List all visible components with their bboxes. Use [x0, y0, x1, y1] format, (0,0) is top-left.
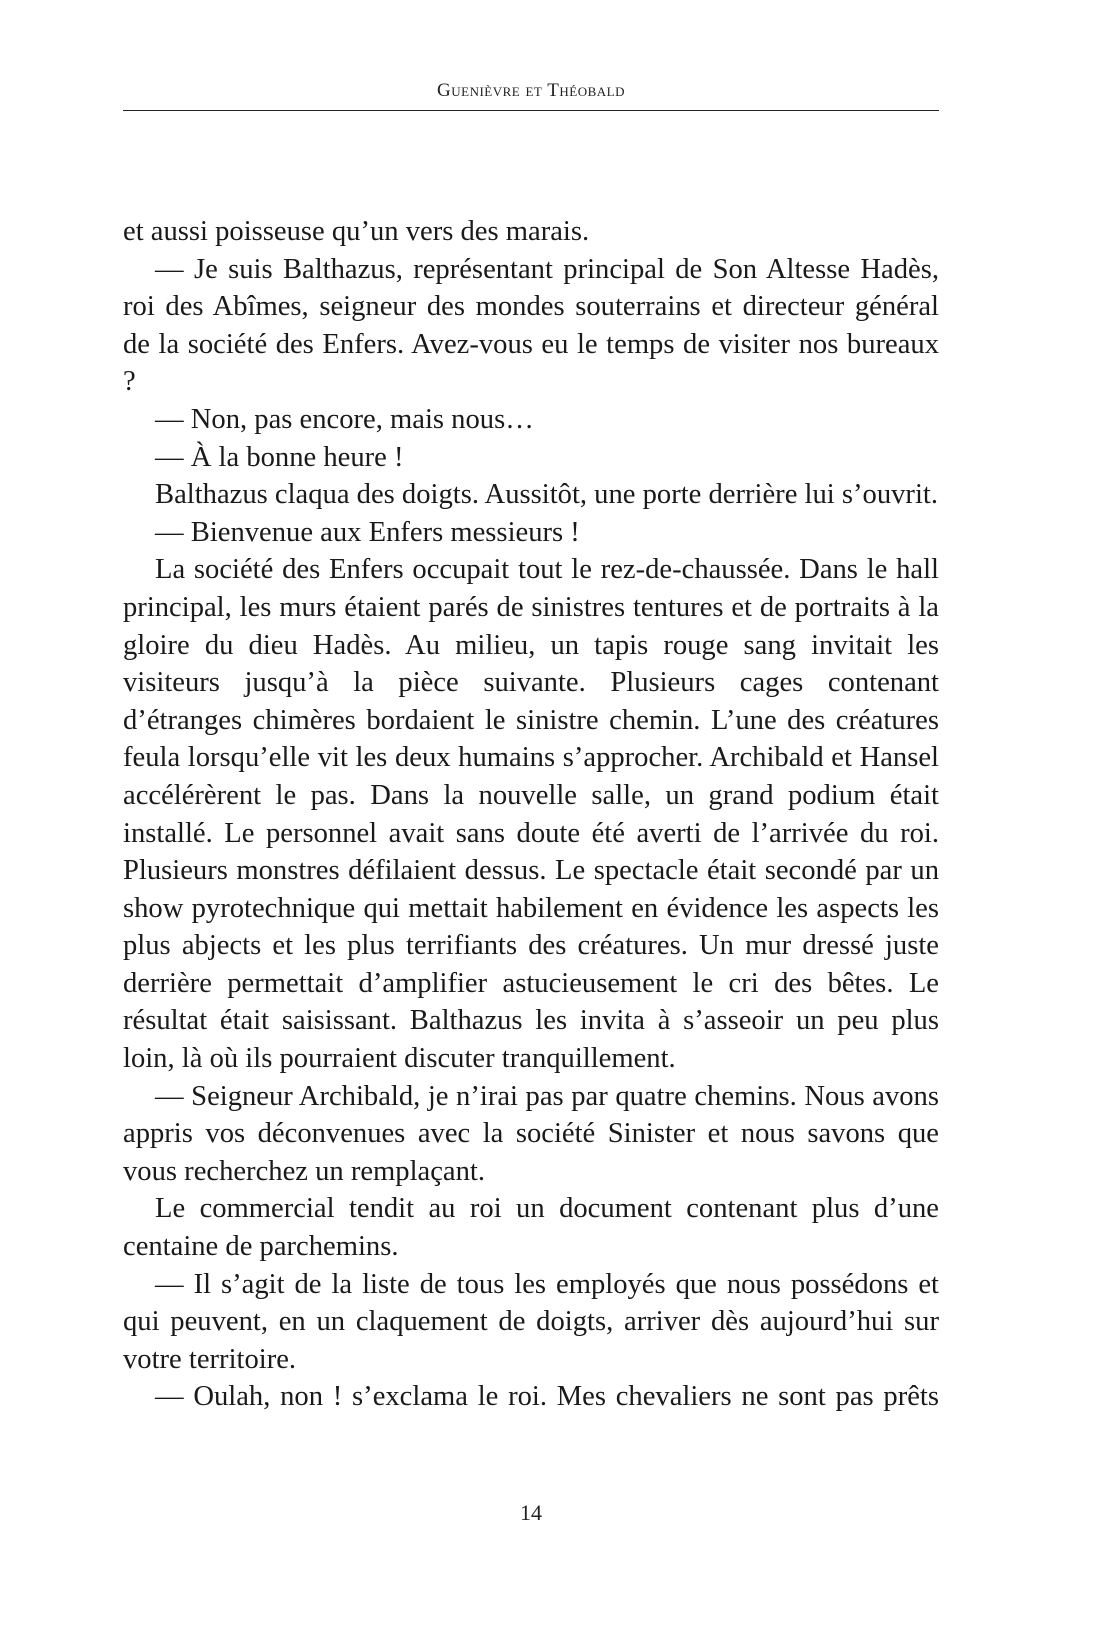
- paragraph: — Je suis Balthazus, représentant principal de Son Altesse Hadès, roi des Abîmes, seigneur des mondes souterrains et directeur général de la société des Enfers. Avez-vous eu le temps de visiter nos bureaux ?: [123, 253, 939, 398]
- paragraph: Le commercial tendit au roi un document contenant plus d’une centaine de parchemins.: [123, 1193, 939, 1263]
- paragraph: — À la bonne heure !: [155, 441, 404, 473]
- paragraph: — Il s’agit de la liste de tous les employés que nous possédons et qui peuvent, en un claquement de doigts, arriver dès aujourd’hui sur votre territoire.: [123, 1268, 939, 1375]
- paragraph: La société des Enfers occupait tout le rez-de-chaussée. Dans le hall principal, les murs étaient parés de sinistres tentures et de portraits à la gloire du dieu Hadès. Au milieu, un tapis rouge sang invitait les visiteurs jusqu’à la pièce suivante. Plusieurs cages contenant d’étranges chimères bordaient le sinistre chemin. L’une des créatures feula lorsqu’elle vit les deux humains s’approcher. Archibald et Hansel accélérèrent le pas. Dans la nouvelle salle, un grand podium était installé. Le personnel avait sans doute été averti de l’arrivée du roi. Plusieurs monstres défilaient dessus. Le spectacle était secondé par un show pyrotechnique qui mettait habilement en évidence les aspects les plus abjects et les plus terrifiants des créatures. Un mur dressé juste derrière permettait d’amplifier astucieusement le cri des bêtes. Le résultat était saisissant. Balthazus les invita à s’asseoir un peu plus loin, là où ils pourraient discuter tranquillement.: [123, 554, 939, 1075]
- body-text: [123, 213, 939, 1416]
- paragraph: — Bienvenue aux Enfers messieurs !: [155, 516, 580, 548]
- running-head: Guenièvre et Théobald: [437, 80, 625, 101]
- header-rule: [123, 110, 939, 111]
- page-number: 14: [520, 1500, 542, 1525]
- paragraph: et aussi poisseuse qu’un vers des marais.: [123, 216, 590, 247]
- paragraph: — Seigneur Archibald, je n’irai pas par quatre chemins. Nous avons appris vos déconvenues avec la société Sinister et nous savons que vous recherchez un remplaçant.: [123, 1080, 939, 1187]
- paragraph: — Oulah, non ! s’exclama le roi. Mes chevaliers ne sont pas prêts: [155, 1381, 939, 1413]
- paragraph: Balthazus claqua des doigts. Aussitôt, une porte derrière lui s’ouvrit.: [155, 479, 938, 511]
- paragraph: — Non, pas encore, mais nous…: [155, 403, 534, 435]
